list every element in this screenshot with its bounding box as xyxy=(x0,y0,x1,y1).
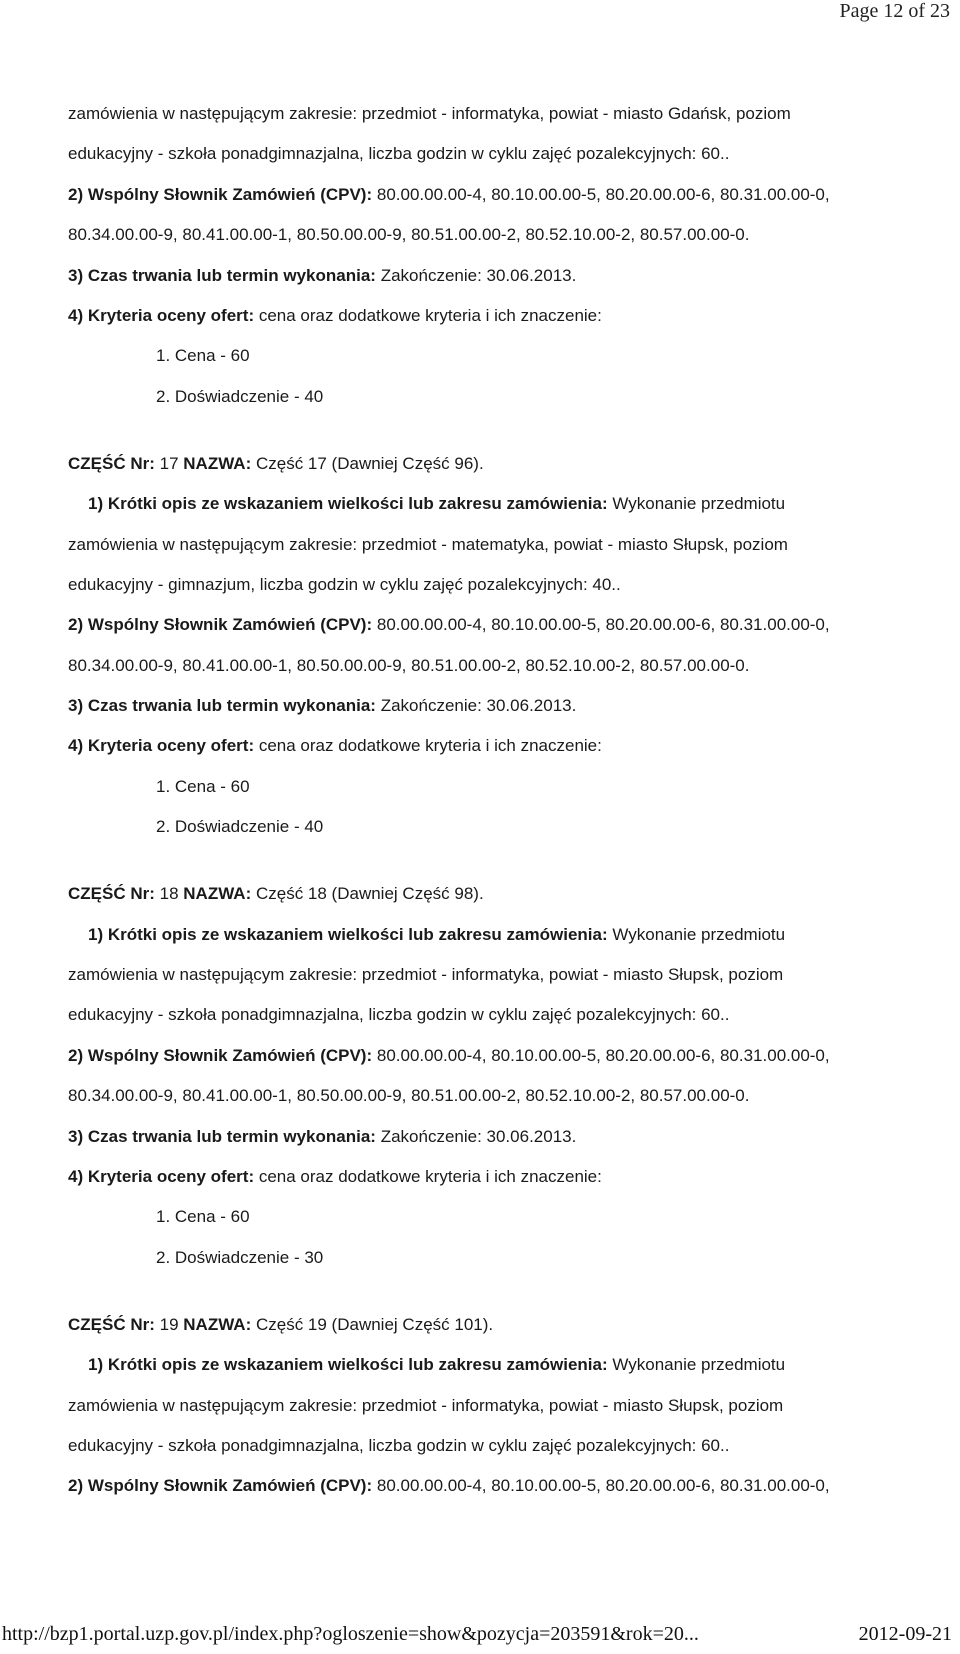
time-value: Zakończenie: 30.06.2013. xyxy=(375,696,577,716)
cpv-label: 2) Wspólny Słownik Zamówień (CPV): xyxy=(68,1476,373,1496)
criteria-value: cena oraz dodatkowe kryteria i ich znaczenie: xyxy=(254,1166,602,1186)
part16-criteria xyxy=(68,305,948,326)
part-label: CZĘŚĆ Nr: xyxy=(68,884,155,904)
part-name: Część 17 (Dawniej Część 96). xyxy=(251,453,484,473)
cpv-value: 80.00.00.00-4, 80.10.00.00-5, 80.20.00.00-6, 80.31.00.00-0, xyxy=(372,615,830,635)
part18-crit2: 2. Doświadczenie - 30 xyxy=(156,1247,324,1267)
cpv-label: 2) Wspólny Słownik Zamówień (CPV): xyxy=(68,1045,373,1065)
part-number: 19 xyxy=(154,1314,184,1334)
part18-time xyxy=(68,1126,948,1147)
part17-cpv xyxy=(68,614,948,635)
cpv-value: 80.00.00.00-4, 80.10.00.00-5, 80.20.00.00-6, 80.31.00.00-0, xyxy=(372,1476,830,1496)
desc-value: Wykonanie przedmiotu xyxy=(607,924,786,944)
name-label: NAZWA: xyxy=(183,453,252,473)
part18-desc-line2: edukacyjny - szkoła ponadgimnazjalna, liczba godzin w cyklu zajęć pozalekcyjnych: 60.. xyxy=(68,1005,730,1025)
part-label: CZĘŚĆ Nr: xyxy=(68,453,155,473)
part16-time xyxy=(68,265,948,286)
part16-desc-line2: edukacyjny - szkoła ponadgimnazjalna, liczba godzin w cyklu zajęć pozalekcyjnych: 60.. xyxy=(68,144,730,164)
part18-heading xyxy=(68,883,948,904)
desc-label: 1) Krótki opis ze wskazaniem wielkości lub zakresu zamówienia: xyxy=(88,494,608,514)
desc-value: Wykonanie przedmiotu xyxy=(607,494,786,514)
part17-crit1: 1. Cena - 60 xyxy=(156,776,250,796)
time-value: Zakończenie: 30.06.2013. xyxy=(375,1126,577,1146)
part16-desc-line1: zamówienia w następującym zakresie: przedmiot - informatyka, powiat - miasto Gdańsk, poziom xyxy=(68,104,791,123)
criteria-value: cena oraz dodatkowe kryteria i ich znaczenie: xyxy=(254,305,602,325)
time-label: 3) Czas trwania lub termin wykonania: xyxy=(68,265,376,285)
part18-criteria xyxy=(68,1166,948,1187)
part16-cpv xyxy=(68,184,948,205)
part16-cpv-line2: 80.34.00.00-9, 80.41.00.00-1, 80.50.00.00-9, 80.51.00.00-2, 80.52.10.00-2, 80.57.00.00-0. xyxy=(68,225,750,245)
document-body xyxy=(68,103,948,1516)
name-label: NAZWA: xyxy=(183,884,252,904)
part19-cpv xyxy=(68,1475,948,1496)
part19-desc-line1: zamówienia w następującym zakresie: przedmiot - informatyka, powiat - miasto Słupsk, poziom xyxy=(68,1395,784,1415)
part-name: Część 19 (Dawniej Część 101). xyxy=(251,1314,494,1334)
part17-time xyxy=(68,695,948,716)
part17-desc-line2: edukacyjny - gimnazjum, liczba godzin w cyklu zajęć pozalekcyjnych: 40.. xyxy=(68,574,621,594)
time-label: 3) Czas trwania lub termin wykonania: xyxy=(68,1126,376,1146)
criteria-label: 4) Kryteria oceny ofert: xyxy=(68,305,255,325)
desc-label: 1) Krótki opis ze wskazaniem wielkości lub zakresu zamówienia: xyxy=(88,1355,608,1375)
part19-desc xyxy=(68,1354,948,1375)
part18-desc-line1: zamówienia w następującym zakresie: przedmiot - informatyka, powiat - miasto Słupsk, poziom xyxy=(68,965,784,985)
part17-heading xyxy=(68,453,948,474)
cpv-value: 80.00.00.00-4, 80.10.00.00-5, 80.20.00.00-6, 80.31.00.00-0, xyxy=(372,1045,830,1065)
cpv-label: 2) Wspólny Słownik Zamówień (CPV): xyxy=(68,615,373,635)
part17-crit2: 2. Doświadczenie - 40 xyxy=(156,817,324,837)
part16-crit1: 1. Cena - 60 xyxy=(156,346,250,366)
criteria-label: 4) Kryteria oceny ofert: xyxy=(68,1166,255,1186)
part-number: 17 xyxy=(154,453,184,473)
cpv-value: 80.00.00.00-4, 80.10.00.00-5, 80.20.00.00-6, 80.31.00.00-0, xyxy=(372,184,830,204)
part17-desc-line1: zamówienia w następującym zakresie: przedmiot - matematyka, powiat - miasto Słupsk, poziom xyxy=(68,534,788,554)
cpv-label: 2) Wspólny Słownik Zamówień (CPV): xyxy=(68,184,373,204)
criteria-value: cena oraz dodatkowe kryteria i ich znaczenie: xyxy=(254,736,602,756)
part18-desc xyxy=(68,924,948,945)
part16-crit2: 2. Doświadczenie - 40 xyxy=(156,386,324,406)
part18-cpv xyxy=(68,1045,948,1066)
time-label: 3) Czas trwania lub termin wykonania: xyxy=(68,696,376,716)
desc-value: Wykonanie przedmiotu xyxy=(607,1355,786,1375)
desc-label: 1) Krótki opis ze wskazaniem wielkości lub zakresu zamówienia: xyxy=(88,924,608,944)
footer-url: http://bzp1.portal.uzp.gov.pl/index.php?ogloszenie=show&pozycja=203591&rok=20... xyxy=(2,1623,699,1645)
part17-desc xyxy=(68,493,948,514)
name-label: NAZWA: xyxy=(183,1314,252,1334)
time-value: Zakończenie: 30.06.2013. xyxy=(375,265,577,285)
part17-criteria xyxy=(68,735,948,756)
footer-date: 2012-09-21 xyxy=(858,1623,952,1645)
part18-cpv-line2: 80.34.00.00-9, 80.41.00.00-1, 80.50.00.00-9, 80.51.00.00-2, 80.52.10.00-2, 80.57.00.00-0. xyxy=(68,1086,750,1106)
part17-cpv-line2: 80.34.00.00-9, 80.41.00.00-1, 80.50.00.00-9, 80.51.00.00-2, 80.52.10.00-2, 80.57.00.00-0. xyxy=(68,655,750,675)
part19-desc-line2: edukacyjny - szkoła ponadgimnazjalna, liczba godzin w cyklu zajęć pozalekcyjnych: 60.. xyxy=(68,1435,730,1455)
part-label: CZĘŚĆ Nr: xyxy=(68,1314,155,1334)
part18-crit1: 1. Cena - 60 xyxy=(156,1207,250,1227)
part-name: Część 18 (Dawniej Część 98). xyxy=(251,884,484,904)
page-number: Page 12 of 23 xyxy=(839,0,950,22)
part-number: 18 xyxy=(154,884,184,904)
criteria-label: 4) Kryteria oceny ofert: xyxy=(68,736,255,756)
part19-heading xyxy=(68,1314,948,1335)
